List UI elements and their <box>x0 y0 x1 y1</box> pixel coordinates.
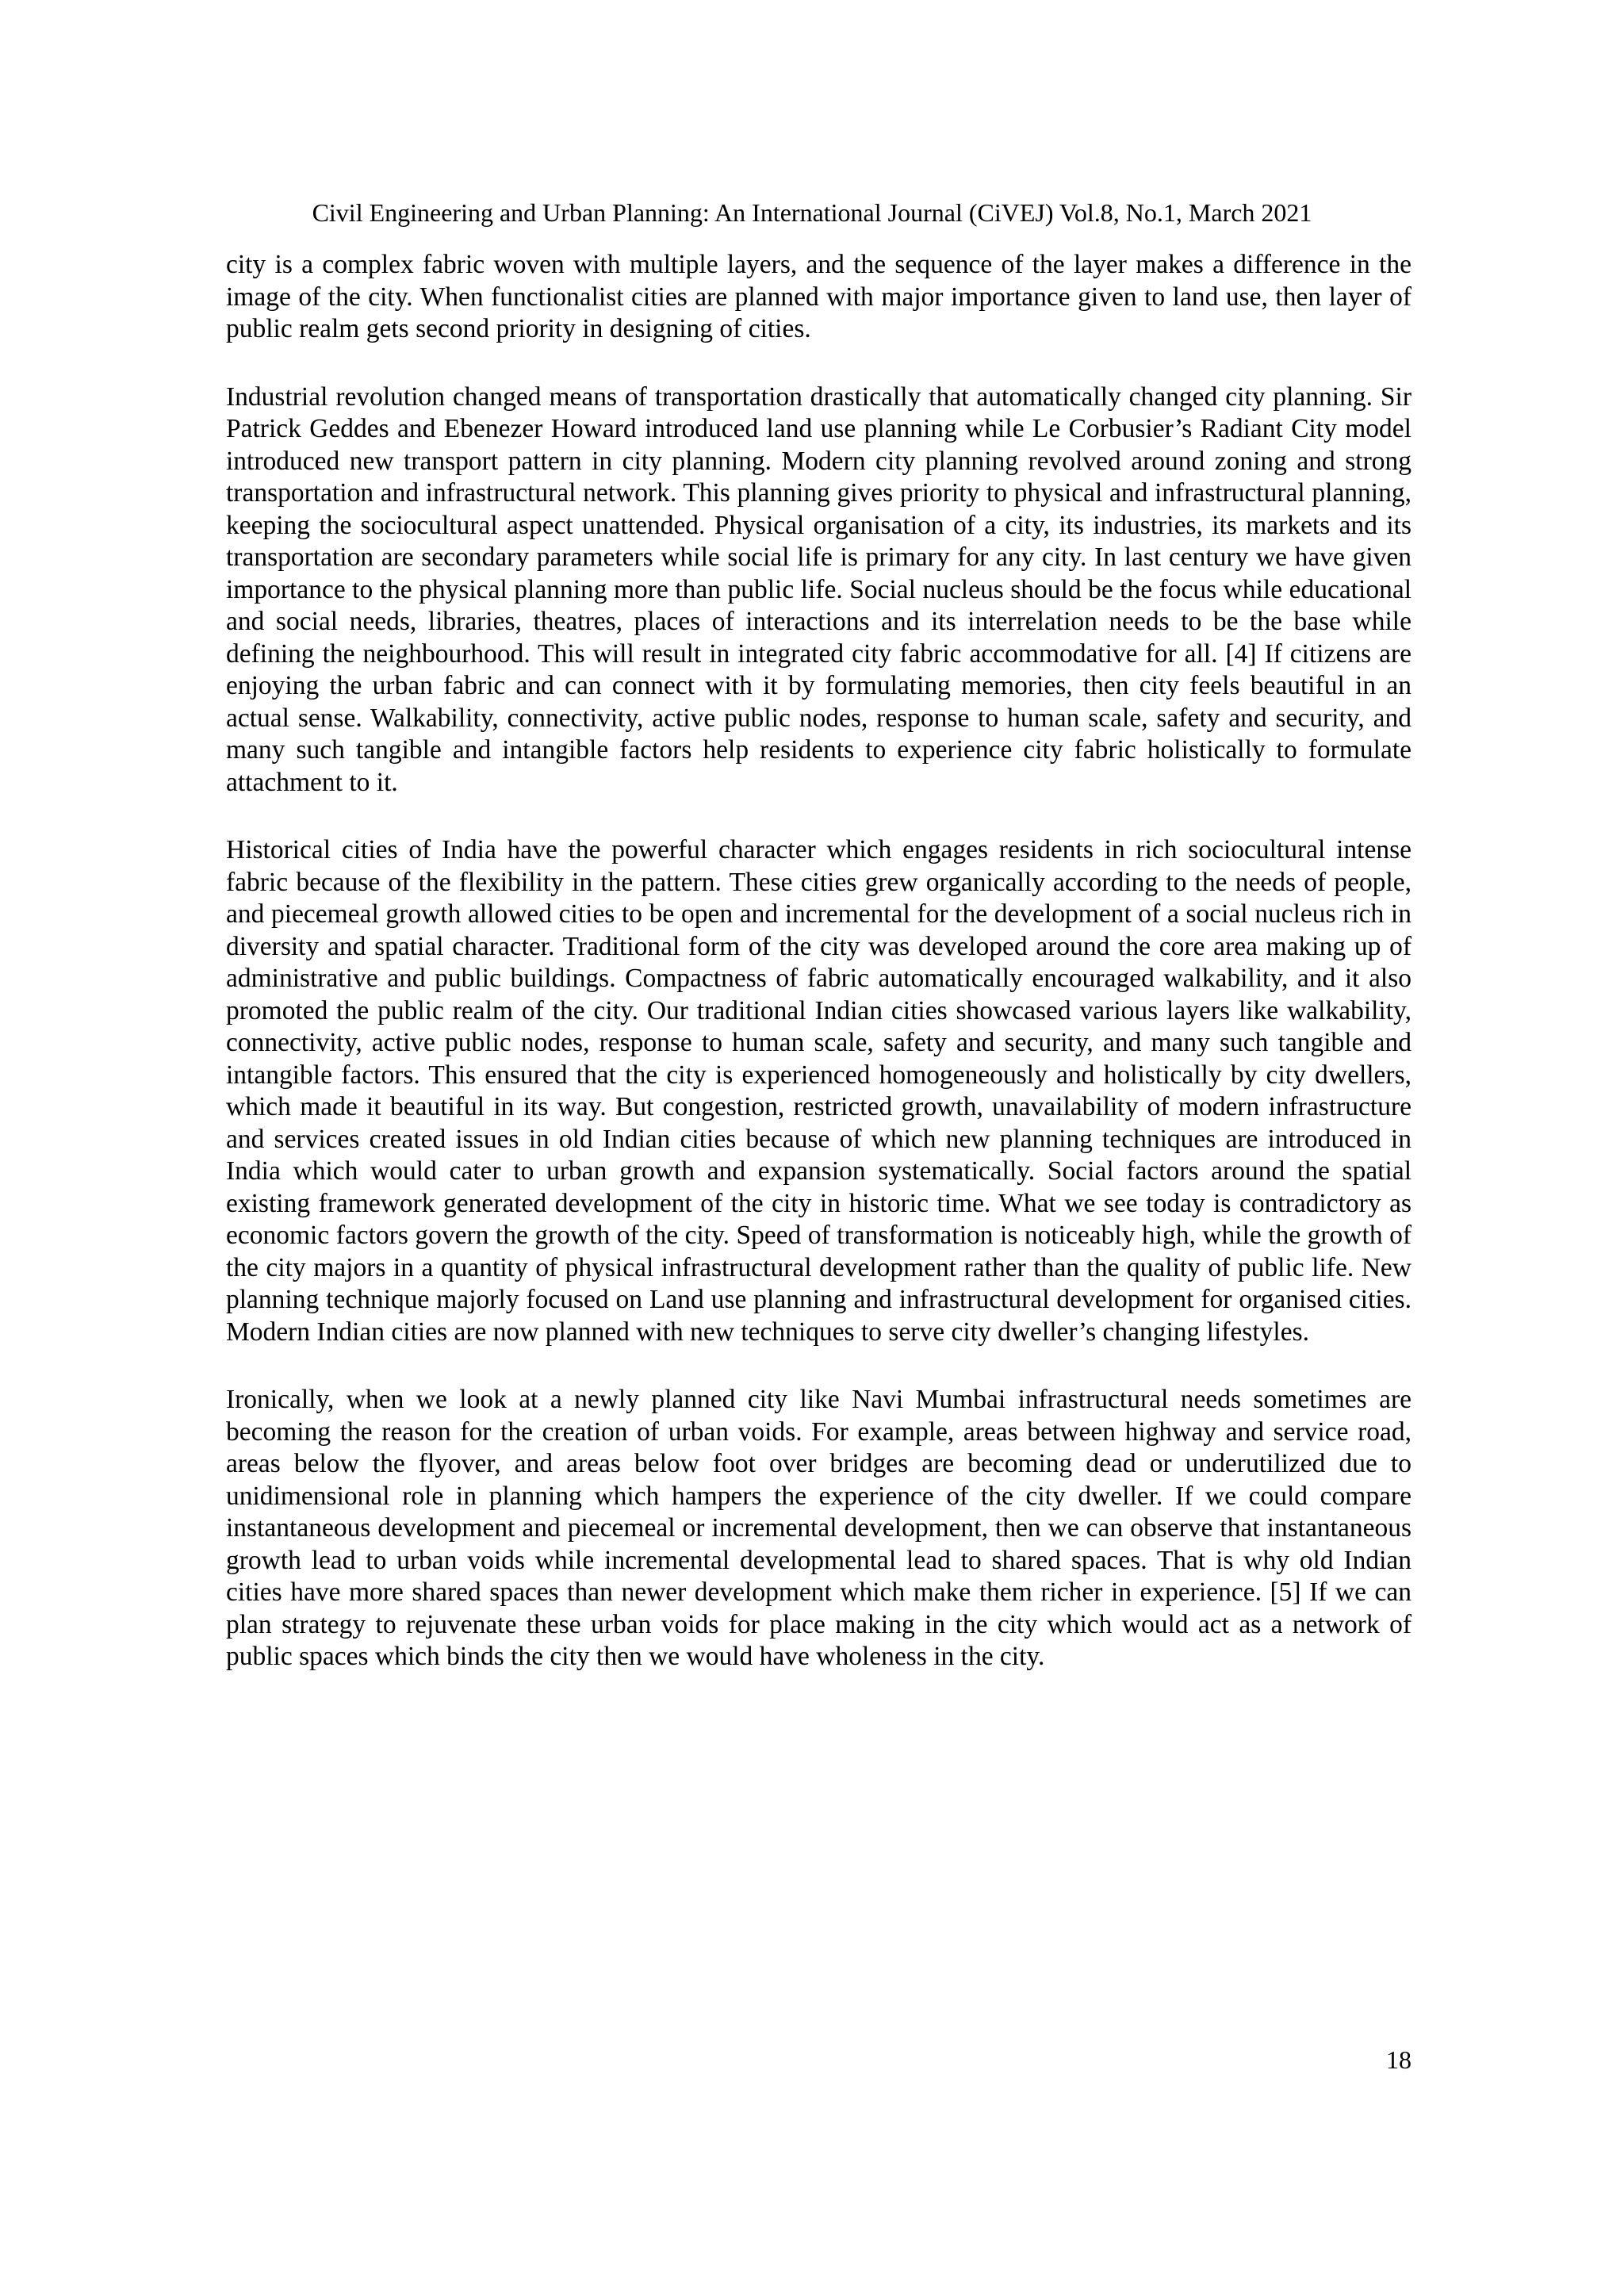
paragraph-1: city is a complex fabric woven with multiple layers, and the sequence of the layer makes a difference in the image of the city. When functionalist cities are planned with major importance given to land use, then layer of public realm gets second priority in designing of cities. <box>226 250 1411 343</box>
paragraph-3: Historical cities of India have the powerful character which engages residents in rich sociocultural intense fabric because of the flexibility in the pattern. These cities grew organically according to the needs of people, and piecemeal growth allowed cities to be open and incremental for the development of a social nucleus rich in diversity and spatial character. Traditional form of the city was developed around the core area making up of administrative and public buildings. Compactness of fabric automatically encouraged walkability, and it also promoted the public realm of the city. Our traditional Indian cities showcased various layers like walkability, connectivity, active public nodes, response to human scale, safety and security, and many such tangible and intangible factors. This ensured that the city is experienced homogeneously and holistically by city dwellers, which made it beautiful in its way. But congestion, restricted growth, unavailability of modern infrastructure and services created issues in old Indian cities because of which new planning techniques are introduced in India which would cater to urban growth and expansion systematically. Social factors around the spatial existing framework generated development of the city in historic time. What we see today is contradictory as economic factors govern the growth of the city. Speed of transformation is noticeably high, while the growth of the city majors in a quantity of physical infrastructural development rather than the quality of public life. New planning technique majorly focused on Land use planning and infrastructural development for organised cities. Modern Indian cities are now planned with new techniques to serve city dweller’s changing lifestyles. <box>226 835 1411 1347</box>
paragraph-4: Ironically, when we look at a newly planned city like Navi Mumbai infrastructural needs sometimes are becoming the reason for the creation of urban voids. For example, areas between highway and service road, areas below the flyover, and areas below foot over bridges are becoming dead or underutilized due to unidimensional role in planning which hampers the experience of the city dweller. If we could compare instantaneous development and piecemeal or incremental development, then we can observe that instantaneous growth lead to urban voids while incremental developmental lead to shared spaces. That is why old Indian cities have more shared spaces than newer development which make them richer in experience. [5] If we can plan strategy to rejuvenate these urban voids for place making in the city which would act as a network of public spaces which binds the city then we would have wholeness in the city. <box>226 1385 1411 1671</box>
paragraph-2: Industrial revolution changed means of transportation drastically that automatically changed city planning. Sir Patrick Geddes and Ebenezer Howard introduced land use planning while Le Corbusier’s Radiant City model introduced new transport pattern in city planning. Modern city planning revolved around zoning and strong transportation and infrastructural network. This planning gives priority to physical and infrastructural planning, keeping the sociocultural aspect unattended. Physical organisation of a city, its industries, its markets and its transportation are secondary parameters while social life is primary for any city. In last century we have given importance to the physical planning more than public life. Social nucleus should be the focus while educational and social needs, libraries, theatres, places of interactions and its interrelation needs to be the base while defining the neighbourhood. This will result in integrated city fabric accommodative for all. [4] If citizens are enjoying the urban fabric and can connect with it by formulating memories, then city feels beautiful in an actual sense. Walkability, connectivity, active public nodes, response to human scale, safety and security, and many such tangible and intangible factors help residents to experience city fabric holistically to formulate attachment to it. <box>226 381 1411 797</box>
running-header: Civil Engineering and Urban Planning: An International Journal (CiVEJ) Vol.8, No.1, March 2021 <box>312 198 1312 227</box>
page-number: 18 <box>1386 2045 1411 2074</box>
body-text <box>226 249 1411 1673</box>
